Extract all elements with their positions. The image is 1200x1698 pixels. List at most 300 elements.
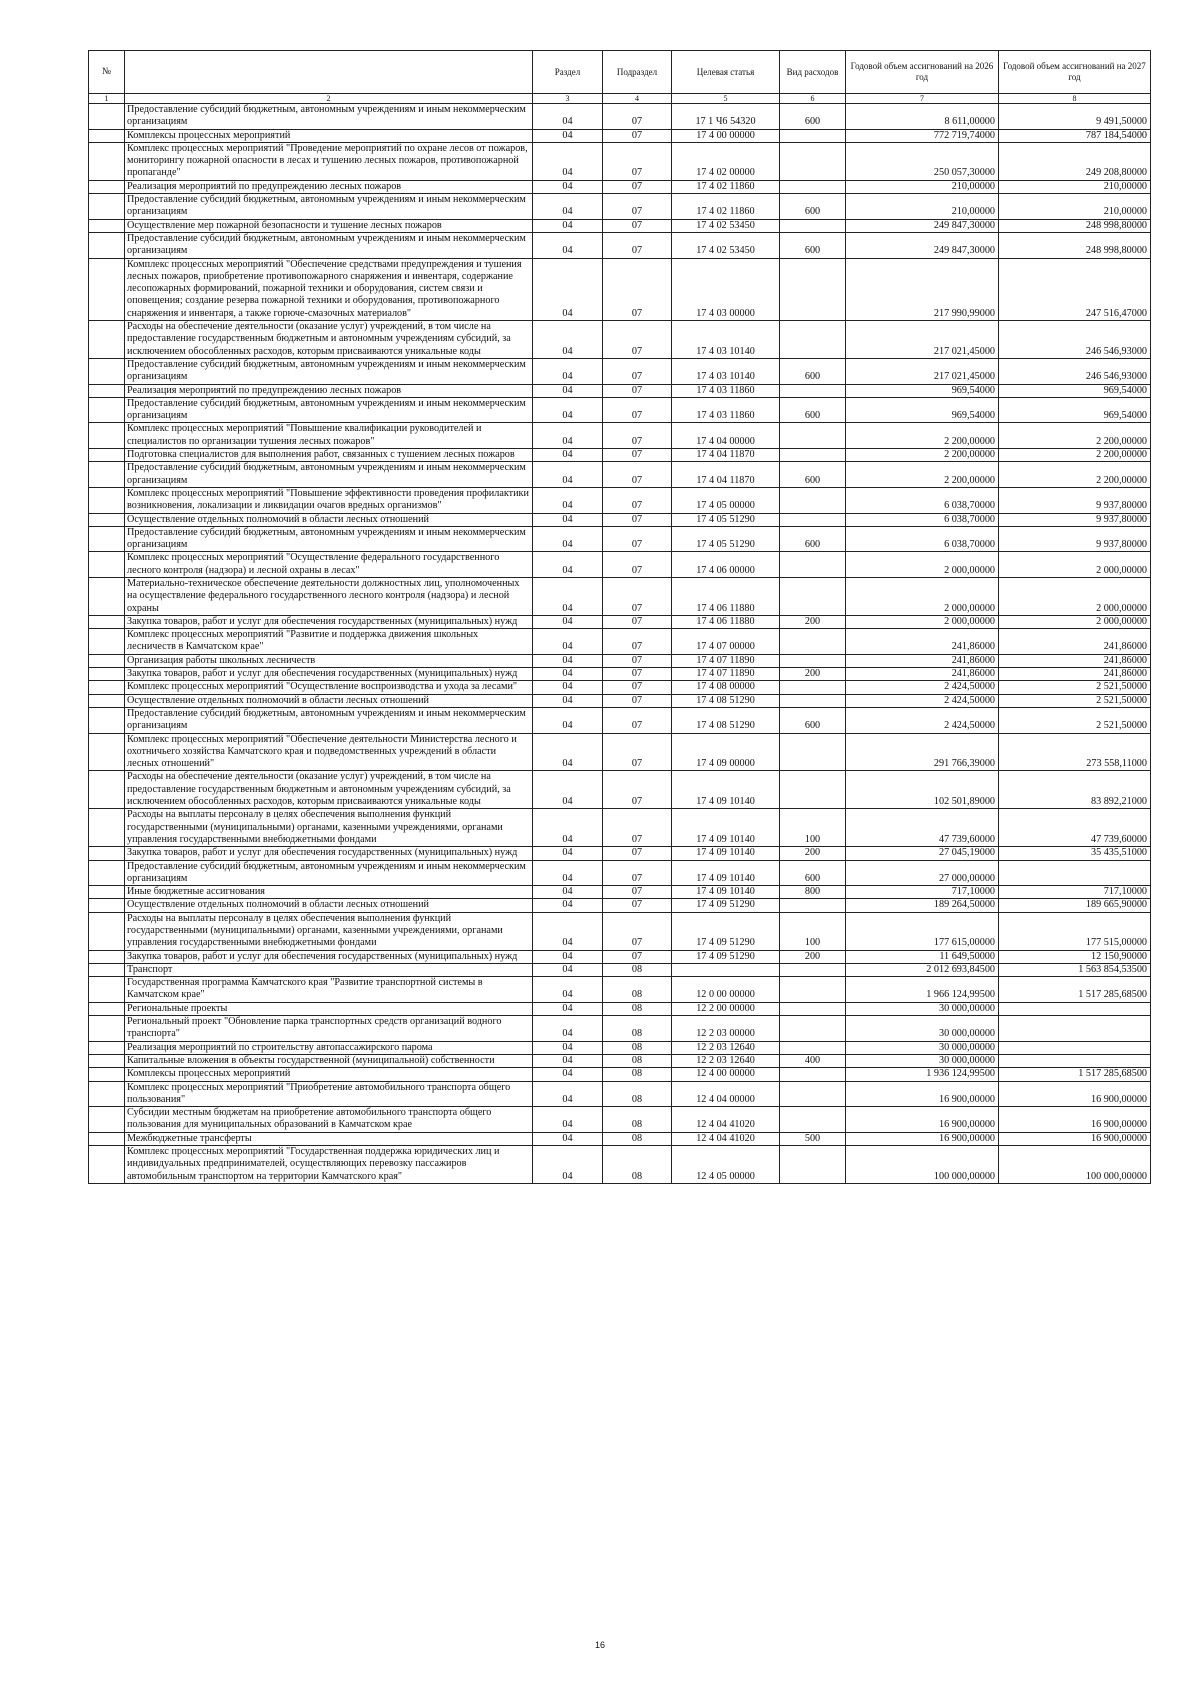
row-vid-raskhodov-cell: [780, 449, 846, 462]
row-name-cell: Комплекс процессных мероприятий "Обеспечение деятельности Министерства лесного и охотничьего хозяйства Камчатского края и подведомственных учреждений в области лесных отношений": [125, 733, 533, 771]
row-number-cell: [89, 104, 125, 130]
row-tselevaya-statya-cell: 17 1 Ч6 54320: [672, 104, 780, 130]
row-tselevaya-statya-cell: 17 4 02 11860: [672, 194, 780, 220]
row-tselevaya-statya-cell: 17 4 02 53450: [672, 219, 780, 232]
row-number-cell: [89, 771, 125, 809]
row-vid-raskhodov-cell: 100: [780, 912, 846, 950]
col-header-tselevaya-statya: Целевая статья: [672, 51, 780, 94]
row-vid-raskhodov-cell: 200: [780, 950, 846, 963]
column-number: 6: [780, 94, 846, 104]
row-amount-2026-cell: 2 000,00000: [846, 552, 999, 578]
row-amount-2027-cell: [999, 1016, 1151, 1042]
row-amount-2026-cell: 189 264,50000: [846, 899, 999, 912]
col-header-name: [125, 51, 533, 94]
row-tselevaya-statya-cell: 17 4 04 11870: [672, 449, 780, 462]
row-tselevaya-statya-cell: 17 4 09 51290: [672, 899, 780, 912]
row-tselevaya-statya-cell: 17 4 09 10140: [672, 847, 780, 860]
row-name-cell: Предоставление субсидий бюджетным, автономным учреждениям и иным некоммерческим организациям: [125, 232, 533, 258]
row-podrazdel-cell: 08: [603, 1016, 672, 1042]
row-vid-raskhodov-cell: 200: [780, 668, 846, 681]
row-tselevaya-statya-cell: 12 4 00 00000: [672, 1068, 780, 1081]
row-tselevaya-statya-cell: 17 4 03 10140: [672, 358, 780, 384]
row-razdel-cell: 04: [533, 847, 603, 860]
row-podrazdel-cell: 07: [603, 232, 672, 258]
column-number: 8: [999, 94, 1151, 104]
row-tselevaya-statya-cell: 17 4 08 51290: [672, 707, 780, 733]
row-podrazdel-cell: 07: [603, 397, 672, 423]
row-amount-2027-cell: 189 665,90000: [999, 899, 1151, 912]
row-podrazdel-cell: 07: [603, 847, 672, 860]
row-tselevaya-statya-cell: 12 4 04 41020: [672, 1107, 780, 1133]
row-number-cell: [89, 526, 125, 552]
row-tselevaya-statya-cell: 17 4 07 11890: [672, 654, 780, 667]
row-name-cell: Комплекс процессных мероприятий "Обеспечение средствами предупреждения и тушения лесных пожаров, приобретение противопожарного снаряжения и инвентаря, содержание лесопожарных формирований, пожарной техники и оборудования, систем связи и оповещения; создание резерва пожарной техники и оборудования, противопожарного снаряжения и инвентаря, а также горюче-смазочных материалов": [125, 258, 533, 320]
row-number-cell: [89, 1132, 125, 1145]
row-number-cell: [89, 950, 125, 963]
row-vid-raskhodov-cell: 600: [780, 194, 846, 220]
row-name-cell: Комплексы процессных мероприятий: [125, 1068, 533, 1081]
row-podrazdel-cell: 07: [603, 180, 672, 193]
row-amount-2027-cell: 249 208,80000: [999, 142, 1151, 180]
row-number-cell: [89, 219, 125, 232]
table-row: [89, 615, 1151, 628]
row-vid-raskhodov-cell: [780, 771, 846, 809]
row-vid-raskhodov-cell: 400: [780, 1054, 846, 1067]
table-row: [89, 487, 1151, 513]
column-number-row: [89, 94, 1151, 104]
row-amount-2026-cell: 2 200,00000: [846, 423, 999, 449]
row-name-cell: Подготовка специалистов для выполнения работ, связанных с тушением лесных пожаров: [125, 449, 533, 462]
table-row: [89, 654, 1151, 667]
row-name-cell: Закупка товаров, работ и услуг для обеспечения государственных (муниципальных) нужд: [125, 950, 533, 963]
row-tselevaya-statya-cell: 12 2 03 12640: [672, 1054, 780, 1067]
row-vid-raskhodov-cell: [780, 129, 846, 142]
row-name-cell: Комплекс процессных мероприятий "Проведение мероприятий по охране лесов от пожаров, мониторингу пожарной опасности в лесах и тушению лесных пожаров, противопожарной пропаганде": [125, 142, 533, 180]
row-razdel-cell: 04: [533, 219, 603, 232]
row-number-cell: [89, 1041, 125, 1054]
row-number-cell: [89, 1016, 125, 1042]
row-podrazdel-cell: 07: [603, 487, 672, 513]
row-podrazdel-cell: 08: [603, 1054, 672, 1067]
row-vid-raskhodov-cell: [780, 1146, 846, 1184]
row-podrazdel-cell: 07: [603, 513, 672, 526]
row-number-cell: [89, 194, 125, 220]
row-razdel-cell: 04: [533, 629, 603, 655]
row-razdel-cell: 04: [533, 129, 603, 142]
table-row: [89, 1068, 1151, 1081]
row-podrazdel-cell: 07: [603, 733, 672, 771]
row-tselevaya-statya-cell: 17 4 09 10140: [672, 809, 780, 847]
row-razdel-cell: 04: [533, 707, 603, 733]
row-razdel-cell: 04: [533, 526, 603, 552]
row-amount-2026-cell: 250 057,30000: [846, 142, 999, 180]
row-amount-2027-cell: 16 900,00000: [999, 1081, 1151, 1107]
row-number-cell: [89, 232, 125, 258]
row-amount-2027-cell: 2 521,50000: [999, 681, 1151, 694]
row-amount-2027-cell: 210,00000: [999, 180, 1151, 193]
row-number-cell: [89, 681, 125, 694]
row-vid-raskhodov-cell: [780, 513, 846, 526]
row-amount-2026-cell: 16 900,00000: [846, 1081, 999, 1107]
table-row: [89, 1146, 1151, 1184]
col-header-razdel: Раздел: [533, 51, 603, 94]
row-razdel-cell: 04: [533, 194, 603, 220]
row-amount-2026-cell: 249 847,30000: [846, 232, 999, 258]
row-amount-2027-cell: 241,86000: [999, 629, 1151, 655]
row-amount-2026-cell: 217 990,99000: [846, 258, 999, 320]
table-row: [89, 1016, 1151, 1042]
row-name-cell: Реализация мероприятий по предупреждению лесных пожаров: [125, 384, 533, 397]
row-tselevaya-statya-cell: 17 4 06 00000: [672, 552, 780, 578]
row-amount-2027-cell: 9 937,80000: [999, 513, 1151, 526]
row-name-cell: Предоставление субсидий бюджетным, автономным учреждениям и иным некоммерческим организациям: [125, 526, 533, 552]
row-amount-2027-cell: 2 000,00000: [999, 577, 1151, 615]
row-amount-2027-cell: [999, 860, 1151, 886]
row-name-cell: Осуществление отдельных полномочий в области лесных отношений: [125, 694, 533, 707]
row-name-cell: Комплекс процессных мероприятий "Осуществление федерального государственного лесного контроля (надзора) и лесной охраны в лесах": [125, 552, 533, 578]
row-number-cell: [89, 462, 125, 488]
row-podrazdel-cell: 07: [603, 668, 672, 681]
table-row: [89, 258, 1151, 320]
row-tselevaya-statya-cell: 17 4 06 11880: [672, 577, 780, 615]
row-tselevaya-statya-cell: 17 4 07 00000: [672, 629, 780, 655]
row-name-cell: Предоставление субсидий бюджетным, автономным учреждениям и иным некоммерческим организациям: [125, 462, 533, 488]
table-row: [89, 1107, 1151, 1133]
table-row: [89, 1002, 1151, 1015]
row-tselevaya-statya-cell: 17 4 09 10140: [672, 886, 780, 899]
row-amount-2026-cell: 100 000,00000: [846, 1146, 999, 1184]
row-name-cell: Осуществление мер пожарной безопасности и тушение лесных пожаров: [125, 219, 533, 232]
table-row: [89, 847, 1151, 860]
row-name-cell: Государственная программа Камчатского края "Развитие транспортной системы в Камчатском крае": [125, 977, 533, 1003]
row-razdel-cell: 04: [533, 1041, 603, 1054]
row-vid-raskhodov-cell: [780, 733, 846, 771]
row-amount-2027-cell: 47 739,60000: [999, 809, 1151, 847]
row-name-cell: Предоставление субсидий бюджетным, автономным учреждениям и иным некоммерческим организациям: [125, 707, 533, 733]
col-header-amount-2026: Годовой объем ассигнований на 2026 год: [846, 51, 999, 94]
row-name-cell: Реализация мероприятий по строительству автопассажирского парома: [125, 1041, 533, 1054]
row-podrazdel-cell: 07: [603, 629, 672, 655]
row-number-cell: [89, 963, 125, 976]
row-vid-raskhodov-cell: [780, 1068, 846, 1081]
row-number-cell: [89, 358, 125, 384]
row-amount-2026-cell: 2 424,50000: [846, 694, 999, 707]
row-number-cell: [89, 180, 125, 193]
row-podrazdel-cell: 07: [603, 577, 672, 615]
row-number-cell: [89, 912, 125, 950]
row-podrazdel-cell: 07: [603, 809, 672, 847]
row-vid-raskhodov-cell: [780, 180, 846, 193]
row-tselevaya-statya-cell: 17 4 04 11870: [672, 462, 780, 488]
table-row: [89, 194, 1151, 220]
row-amount-2027-cell: 241,86000: [999, 668, 1151, 681]
row-name-cell: Реализация мероприятий по предупреждению лесных пожаров: [125, 180, 533, 193]
row-name-cell: Иные бюджетные ассигнования: [125, 886, 533, 899]
row-amount-2027-cell: 2 000,00000: [999, 552, 1151, 578]
row-vid-raskhodov-cell: 200: [780, 615, 846, 628]
table-row: [89, 142, 1151, 180]
row-razdel-cell: 04: [533, 449, 603, 462]
table-row: [89, 694, 1151, 707]
row-razdel-cell: 04: [533, 809, 603, 847]
row-amount-2026-cell: 6 038,70000: [846, 513, 999, 526]
row-vid-raskhodov-cell: [780, 1107, 846, 1133]
row-vid-raskhodov-cell: [780, 899, 846, 912]
row-name-cell: Осуществление отдельных полномочий в области лесных отношений: [125, 513, 533, 526]
row-razdel-cell: 04: [533, 487, 603, 513]
row-tselevaya-statya-cell: 17 4 05 51290: [672, 513, 780, 526]
row-amount-2027-cell: [999, 1054, 1151, 1067]
row-tselevaya-statya-cell: 17 4 00 00000: [672, 129, 780, 142]
row-razdel-cell: 04: [533, 654, 603, 667]
row-amount-2027-cell: 248 998,80000: [999, 232, 1151, 258]
row-amount-2026-cell: 217 021,45000: [846, 358, 999, 384]
row-amount-2026-cell: 2 200,00000: [846, 462, 999, 488]
row-amount-2027-cell: 210,00000: [999, 194, 1151, 220]
row-vid-raskhodov-cell: 200: [780, 847, 846, 860]
row-podrazdel-cell: 08: [603, 1107, 672, 1133]
row-number-cell: [89, 899, 125, 912]
row-name-cell: Транспорт: [125, 963, 533, 976]
table-row: [89, 977, 1151, 1003]
row-name-cell: Закупка товаров, работ и услуг для обеспечения государственных (муниципальных) нужд: [125, 615, 533, 628]
row-razdel-cell: 04: [533, 771, 603, 809]
row-amount-2026-cell: 2 200,00000: [846, 449, 999, 462]
row-amount-2027-cell: [999, 1002, 1151, 1015]
table-row: [89, 232, 1151, 258]
row-vid-raskhodov-cell: [780, 321, 846, 359]
table-row: [89, 384, 1151, 397]
row-number-cell: [89, 733, 125, 771]
table-row: [89, 462, 1151, 488]
row-podrazdel-cell: 07: [603, 860, 672, 886]
row-name-cell: Субсидии местным бюджетам на приобретение автомобильного транспорта общего пользования для муниципальных образований в Камчатском крае: [125, 1107, 533, 1133]
row-razdel-cell: 04: [533, 694, 603, 707]
row-podrazdel-cell: 07: [603, 449, 672, 462]
table-row: [89, 860, 1151, 886]
table-row: [89, 1081, 1151, 1107]
row-vid-raskhodov-cell: [780, 552, 846, 578]
row-number-cell: [89, 397, 125, 423]
table-row: [89, 771, 1151, 809]
row-amount-2026-cell: 969,54000: [846, 397, 999, 423]
row-amount-2027-cell: 248 998,80000: [999, 219, 1151, 232]
table-row: [89, 526, 1151, 552]
row-number-cell: [89, 513, 125, 526]
table-row: [89, 707, 1151, 733]
table-header: [89, 51, 1151, 104]
row-podrazdel-cell: 07: [603, 258, 672, 320]
row-name-cell: Комплекс процессных мероприятий "Приобретение автомобильного транспорта общего пользования": [125, 1081, 533, 1107]
table-row: [89, 358, 1151, 384]
table-row: [89, 1054, 1151, 1067]
row-number-cell: [89, 847, 125, 860]
row-number-cell: [89, 707, 125, 733]
row-tselevaya-statya-cell: 12 2 00 00000: [672, 1002, 780, 1015]
row-podrazdel-cell: 07: [603, 526, 672, 552]
row-podrazdel-cell: 07: [603, 654, 672, 667]
row-podrazdel-cell: 07: [603, 104, 672, 130]
row-amount-2026-cell: 6 038,70000: [846, 526, 999, 552]
row-vid-raskhodov-cell: 500: [780, 1132, 846, 1145]
row-vid-raskhodov-cell: [780, 681, 846, 694]
row-amount-2026-cell: 2 012 693,84500: [846, 963, 999, 976]
row-name-cell: Региональный проект "Обновление парка транспортных средств организаций водного транспорта": [125, 1016, 533, 1042]
row-amount-2027-cell: [999, 1041, 1151, 1054]
row-amount-2027-cell: 246 546,93000: [999, 358, 1151, 384]
row-amount-2027-cell: 1 517 285,68500: [999, 1068, 1151, 1081]
row-vid-raskhodov-cell: 100: [780, 809, 846, 847]
row-number-cell: [89, 1081, 125, 1107]
table-row: [89, 963, 1151, 976]
row-razdel-cell: 04: [533, 1146, 603, 1184]
row-tselevaya-statya-cell: 17 4 09 00000: [672, 733, 780, 771]
row-tselevaya-statya-cell: 12 4 04 41020: [672, 1132, 780, 1145]
row-amount-2027-cell: 2 521,50000: [999, 707, 1151, 733]
row-number-cell: [89, 809, 125, 847]
row-podrazdel-cell: 08: [603, 963, 672, 976]
row-tselevaya-statya-cell: 12 0 00 00000: [672, 977, 780, 1003]
row-amount-2026-cell: 27 000,00000: [846, 860, 999, 886]
row-razdel-cell: 04: [533, 977, 603, 1003]
row-razdel-cell: 04: [533, 1081, 603, 1107]
row-number-cell: [89, 384, 125, 397]
row-amount-2026-cell: 210,00000: [846, 180, 999, 193]
row-razdel-cell: 04: [533, 462, 603, 488]
row-amount-2027-cell: 83 892,21000: [999, 771, 1151, 809]
table-row: [89, 104, 1151, 130]
row-podrazdel-cell: 07: [603, 707, 672, 733]
row-amount-2026-cell: 30 000,00000: [846, 1041, 999, 1054]
row-amount-2027-cell: 12 150,90000: [999, 950, 1151, 963]
table-row: [89, 552, 1151, 578]
row-amount-2026-cell: 2 424,50000: [846, 707, 999, 733]
row-tselevaya-statya-cell: 17 4 08 00000: [672, 681, 780, 694]
row-amount-2027-cell: 241,86000: [999, 654, 1151, 667]
row-razdel-cell: 04: [533, 1002, 603, 1015]
row-tselevaya-statya-cell: 17 4 09 51290: [672, 950, 780, 963]
row-vid-raskhodov-cell: [780, 977, 846, 1003]
row-amount-2026-cell: 249 847,30000: [846, 219, 999, 232]
row-podrazdel-cell: 08: [603, 1081, 672, 1107]
row-name-cell: Межбюджетные трансферты: [125, 1132, 533, 1145]
row-number-cell: [89, 129, 125, 142]
row-razdel-cell: 04: [533, 963, 603, 976]
row-tselevaya-statya-cell: 17 4 09 10140: [672, 771, 780, 809]
row-podrazdel-cell: 08: [603, 1002, 672, 1015]
row-name-cell: Предоставление субсидий бюджетным, автономным учреждениям и иным некоммерческим организациям: [125, 358, 533, 384]
row-podrazdel-cell: 08: [603, 1146, 672, 1184]
row-amount-2027-cell: 9 937,80000: [999, 526, 1151, 552]
table-row: [89, 397, 1151, 423]
row-razdel-cell: 04: [533, 423, 603, 449]
row-podrazdel-cell: 07: [603, 321, 672, 359]
row-amount-2027-cell: 2 200,00000: [999, 462, 1151, 488]
row-razdel-cell: 04: [533, 1054, 603, 1067]
table-row: [89, 1041, 1151, 1054]
row-number-cell: [89, 668, 125, 681]
row-tselevaya-statya-cell: 17 4 08 51290: [672, 694, 780, 707]
row-amount-2027-cell: 2 521,50000: [999, 694, 1151, 707]
row-razdel-cell: 04: [533, 950, 603, 963]
row-tselevaya-statya-cell: 17 4 05 51290: [672, 526, 780, 552]
row-vid-raskhodov-cell: 600: [780, 526, 846, 552]
row-razdel-cell: 04: [533, 104, 603, 130]
table-row: [89, 1132, 1151, 1145]
row-amount-2026-cell: 772 719,74000: [846, 129, 999, 142]
column-number: 5: [672, 94, 780, 104]
col-header-podrazdel: Подраздел: [603, 51, 672, 94]
row-razdel-cell: 04: [533, 180, 603, 193]
row-podrazdel-cell: 08: [603, 977, 672, 1003]
table-row: [89, 912, 1151, 950]
page-number: 16: [594, 1640, 605, 1650]
row-razdel-cell: 04: [533, 668, 603, 681]
row-razdel-cell: 04: [533, 321, 603, 359]
column-number: 3: [533, 94, 603, 104]
row-vid-raskhodov-cell: 800: [780, 886, 846, 899]
row-tselevaya-statya-cell: 12 4 05 00000: [672, 1146, 780, 1184]
row-razdel-cell: 04: [533, 258, 603, 320]
row-name-cell: Расходы на обеспечение деятельности (оказание услуг) учреждений, в том числе на предоставление государственным бюджетным и автономным учреждениям субсидий, за исключением обособленных расходов, которым присваиваются уникальные коды: [125, 321, 533, 359]
row-razdel-cell: 04: [533, 577, 603, 615]
row-razdel-cell: 04: [533, 358, 603, 384]
row-amount-2026-cell: 177 615,00000: [846, 912, 999, 950]
row-number-cell: [89, 1146, 125, 1184]
row-amount-2027-cell: 1 517 285,68500: [999, 977, 1151, 1003]
table-row: [89, 899, 1151, 912]
row-razdel-cell: 04: [533, 552, 603, 578]
row-vid-raskhodov-cell: [780, 258, 846, 320]
table-row: [89, 321, 1151, 359]
row-podrazdel-cell: 07: [603, 384, 672, 397]
row-number-cell: [89, 977, 125, 1003]
row-razdel-cell: 04: [533, 1107, 603, 1133]
row-amount-2027-cell: 247 516,47000: [999, 258, 1151, 320]
table-row: [89, 129, 1151, 142]
row-amount-2026-cell: 1 936 124,99500: [846, 1068, 999, 1081]
table-row: [89, 423, 1151, 449]
row-amount-2026-cell: 241,86000: [846, 668, 999, 681]
row-tselevaya-statya-cell: 12 2 03 00000: [672, 1016, 780, 1042]
row-podrazdel-cell: 07: [603, 358, 672, 384]
row-podrazdel-cell: 07: [603, 694, 672, 707]
row-tselevaya-statya-cell: 12 4 04 00000: [672, 1081, 780, 1107]
col-header-vid-raskhodov: Вид расходов: [780, 51, 846, 94]
row-amount-2027-cell: 969,54000: [999, 397, 1151, 423]
row-razdel-cell: 04: [533, 733, 603, 771]
table-row: [89, 733, 1151, 771]
row-name-cell: Комплекс процессных мероприятий "Осуществление воспроизводства и ухода за лесами": [125, 681, 533, 694]
row-podrazdel-cell: 07: [603, 950, 672, 963]
row-amount-2027-cell: 35 435,51000: [999, 847, 1151, 860]
row-amount-2027-cell: 717,10000: [999, 886, 1151, 899]
table-row: [89, 513, 1151, 526]
row-amount-2027-cell: 1 563 854,53500: [999, 963, 1151, 976]
row-name-cell: Расходы на выплаты персоналу в целях обеспечения выполнения функций государственными (муниципальными) органами, казенными учреждениями, органами управления государственными внебюджетными фондами: [125, 809, 533, 847]
row-razdel-cell: 04: [533, 681, 603, 694]
row-vid-raskhodov-cell: 600: [780, 860, 846, 886]
table-row: [89, 219, 1151, 232]
row-amount-2027-cell: 9 491,50000: [999, 104, 1151, 130]
row-name-cell: Капитальные вложения в объекты государственной (муниципальной) собственности: [125, 1054, 533, 1067]
row-number-cell: [89, 449, 125, 462]
row-amount-2026-cell: 210,00000: [846, 194, 999, 220]
row-name-cell: Материально-техническое обеспечение деятельности должностных лиц, уполномоченных на осуществление федерального государственного лесного контроля (надзора) и лесной охраны: [125, 577, 533, 615]
row-podrazdel-cell: 08: [603, 1041, 672, 1054]
row-vid-raskhodov-cell: 600: [780, 358, 846, 384]
row-amount-2026-cell: 291 766,39000: [846, 733, 999, 771]
